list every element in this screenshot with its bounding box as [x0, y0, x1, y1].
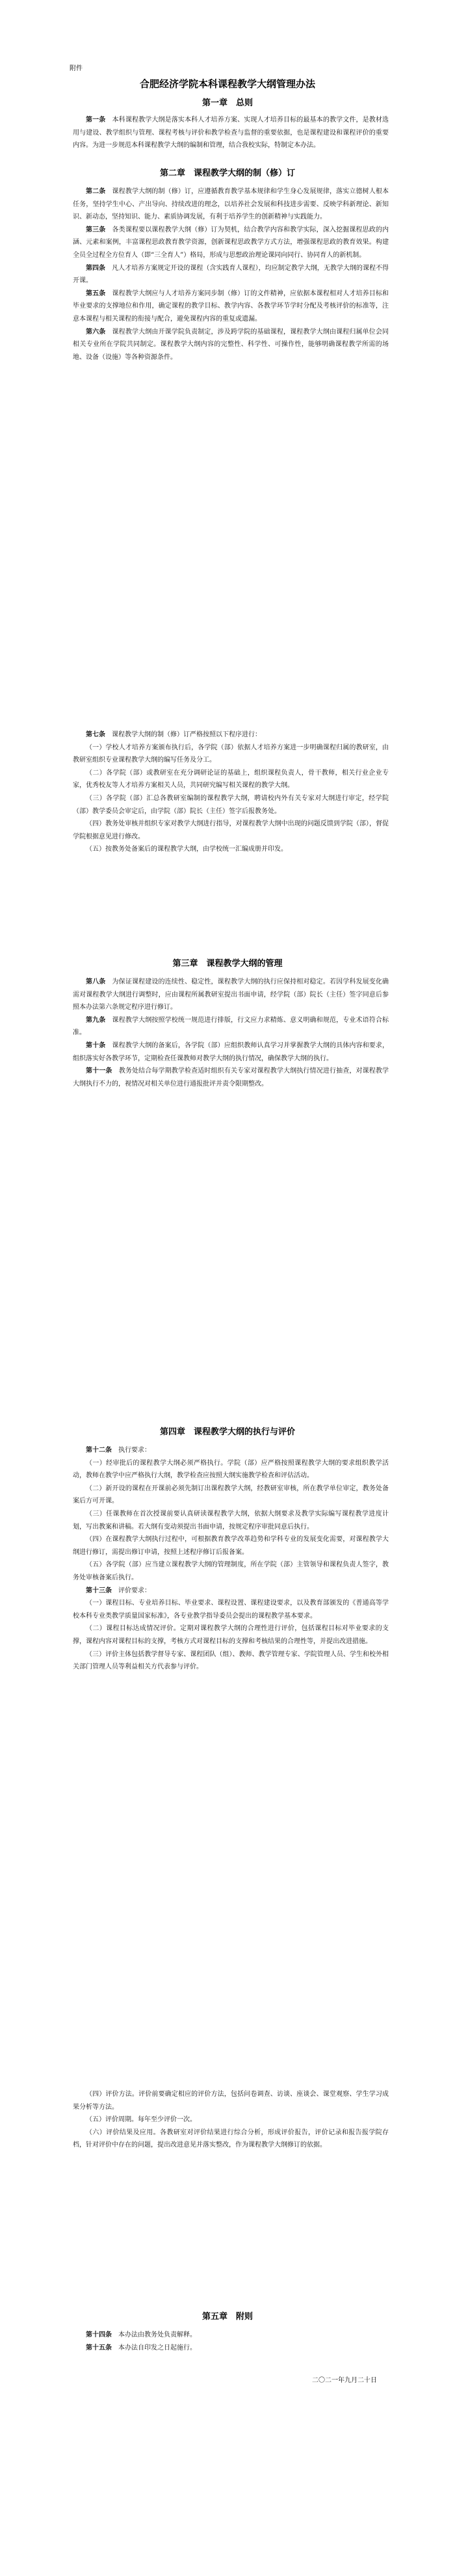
article-9: 第九条 课程教学大纲按照学校统一规范进行排版，行文应力求精炼、意义明确和规范，专业术语符合标准。 [73, 1016, 389, 1037]
chapter-4-body [73, 1444, 389, 1674]
article-11: 第十一条 教务处结合每学期教学检查适时组织有关专家对课程教学大纲执行情况进行抽查，对课程教学大纲执行不力的，视情况对相关单位进行通报批评并责令限期整改。 [73, 1067, 389, 1088]
article-10: 第十条 课程教学大纲的备案后，各学院（部）应组织教师认真学习并掌握教学大纲的具体内容和要求，组织落实好各教学环节，定期检查任课教师对教学大纲的执行情况，确保教学大纲的执行。 [73, 1041, 389, 1062]
issue-date: 二〇二一年九月二十日 [312, 2377, 377, 2384]
chapter-3-body [73, 976, 389, 1090]
chapter-3-heading: 第三章 课程教学大纲的管理 [172, 959, 283, 969]
article-7-item-3: （三）各学院（部）汇总各教研室编制的课程教学大纲，聘请校内外有关专家对大纲进行审定，经学院（部）教学委员会审定后，由学院（部）院长（主任）签字后报教务处。 [73, 794, 389, 815]
article-7-item-2: （二）各学院（部）或教研室在充分调研论证的基础上，组织课程负责人，骨干教师，相关行业企业专家，优秀校友等人才培养方案相关人员，共同研究编写相关课程的教学大纲。 [73, 769, 389, 790]
article-13-item-2: （二）课程目标达成情况评价。定期对课程教学大纲的合理性进行评价，包括课程目标对毕业要求的支撑，课程内容对课程目标的支撑，考核方式对课程目标的支撑和考核结果的合理性等，并提出改进措施。 [73, 1625, 389, 1645]
article-7-item-1: （一）学校人才培养方案颁布执行后，各学院（部）依据人才培养方案进一步明确课程归属的教研室，由教研室组织专业课程教学大纲的编写任务及分工。 [73, 744, 389, 764]
article-2: 第二条 课程教学大纲的制（修）订，应遵循教育教学基本规律和学生身心发展规律，落实立德树人根本任务，坚持学生中心、产出导向、持续改进的理念，以培养社会发展和科技进步需要、反映学科新理论、新知识、新动态，坚持知识、能力、素质协调发展，有利于培养学生的创新精神与实践能力。 [73, 188, 389, 221]
article-13-item-5: （五）评价周期。每年至少评价一次。 [86, 2116, 196, 2124]
article-13-item-3: （三）评价主体包括教学督导专家、课程团队（组）、教师、教学管理专家、学院管理人员、学生和校外相关部门管理人员等利益相关方代表参与评价。 [73, 1650, 389, 1671]
attachment-label: 附件 [70, 65, 83, 72]
article-6: 第六条 课程教学大纲由开课学院负责制定，涉及跨学院的基础课程，课程教学大纲由课程归属单位会同相关专业所在学院共同制定。课程教学大纲内容的完整性、科学性、可操作性，能够明确课程教学所需的场地、设备（设施）等各种资源条件。 [73, 328, 389, 361]
article-7-block [73, 729, 389, 856]
article-13: 第十三条 评价要求： [86, 1587, 151, 1594]
article-13-item-4: （四）评价方法。评价前要确定相应的评价方法，包括问卷调查、访谈、座谈会、课堂观察、学生学习成果分析等方法。 [73, 2091, 389, 2111]
article-12-item-3: （三）任课教师在首次授课前要认真研读课程教学大纲，依据大纲要求及教学实际编写课程教学进度计划，写出教案和讲稿。若大纲有变动须提出书面申请，按规定程序审批同意后执行。 [73, 1510, 389, 1531]
chapter-4-continued [73, 2088, 389, 2152]
article-1: 第一条 本科课程教学大纲是落实本科人才培养方案、实现人才培养目标的最基本的教学文件，是教材选用与建设、教学组织与管理、课程考核与评价和教学检查与监督的重要依据，也是课程建设和课程评价的重要内容。为进一步规范本科课程教学大纲的编制和管理，结合我校实际，特制定本办法。 [73, 116, 389, 150]
article-7-item-4: （四）教务处审核并组织专家对教学大纲进行指导，对课程教学大纲中出现的问题反馈到学院（部），督促学院根据意见进行修改。 [73, 820, 389, 840]
chapter-2-heading: 第二章 课程教学大纲的制（修）订 [159, 168, 295, 178]
article-7: 第七条 课程教学大纲的制（修）订严格按照以下程序进行： [86, 731, 261, 738]
article-12-item-2: （二）新开设的课程在开课前必须先制订出课程教学大纲，经教研室审核，所在教学单位审定，教务处备案后方可开课。 [73, 1484, 389, 1505]
chapter-4-heading: 第四章 课程教学大纲的执行与评价 [159, 1427, 295, 1437]
article-13-item-1: （一）课程目标、专业培养目标、毕业要求、课程设置、课程建设要求，以及教育部颁发的《普通高等学校本科专业类教学质量国家标准》，各专业教学指导委员会提出的课程教学基本要求。 [73, 1600, 389, 1620]
article-13-item-6: （六）评价结果及应用。各教研室对评价结果进行综合分析，形成评价报告，评价记录和报告报学院存档，针对评价中存在的问题，提出改进意见并落实整改，作为课程教学大纲修订的依据。 [73, 2128, 389, 2149]
article-12-item-5: （五）各学院（部）应当建立课程教学大纲的管理制度，所在学院（部）主管领导和课程负责人签字，教务处审核备案后执行。 [73, 1561, 389, 1581]
chapter-1-heading: 第一章 总则 [202, 98, 253, 108]
chapter-5-body [73, 2329, 389, 2354]
chapter-1-body [73, 114, 389, 152]
article-12-item-1: （一）经审批后的课程教学大纲必须严格执行。学院（部）应严格按照课程教学大纲的要求组织教学活动，教师在教学中应严格执行大纲，教学检查应按照大纲实施教学检查和评估活动。 [73, 1459, 389, 1480]
article-3: 第三条 各类课程要以课程教学大纲（修）订为契机，结合教学内容和教学实际，深入挖掘课程思政的内涵、元素和案例，丰富课程思政教育教学资源，创新课程思政教学方式方法，增强课程思政的教育效果。构建全员全过程全方位育人（即“三全育人”）格局，形成与思想政治理论课同向同行、协同育人的新机制。 [73, 226, 389, 259]
article-12: 第十二条 执行要求： [86, 1447, 151, 1454]
document-title: 合肥经济学院本科课程教学大纲管理办法 [139, 78, 315, 90]
article-14: 第十四条 本办法由教务处负责解释。 [86, 2331, 196, 2339]
article-7-item-5: （五）按教务处备案后的课程教学大纲，由学校统一汇编成册并印发。 [86, 846, 287, 853]
article-5: 第五条 课程教学大纲应与人才培养方案同步制（修）订的文件精神，应依据本课程相对人才培养目标和毕业要求的支撑地位和作用，确定课程的教学目标、教学内容、各教学环节学时分配及考核评价的标准等，注意本课程与相关课程的衔接与配合，避免课程内容的重复或遗漏。 [73, 289, 389, 323]
chapter-5-heading: 第五章 附则 [202, 2312, 253, 2322]
article-15: 第十五条 本办法自印发之日起施行。 [86, 2344, 196, 2352]
article-4: 第四条 凡人才培养方案规定开设的课程（含实践育人课程），均应制定教学大纲，无教学大纲的课程不得开课。 [73, 264, 389, 285]
article-8: 第八条 为保证课程建设的连续性、稳定性，课程教学大纲的执行应保持相对稳定。若因学科发展变化确需对课程教学大纲进行调整时，应由课程所属教研室提出书面申请，经学院（部）院长（主任）签字同意后参照本办法第六条规定程序进行修订。 [73, 978, 389, 1012]
article-12-item-4: （四）在课程教学大纲执行过程中，可根据教育教学改革趋势和学科专业的发展变化需要，对课程教学大纲进行修订，需提出修订申请，按照上述程序修订后报备案。 [73, 1536, 389, 1556]
chapter-2-body [73, 185, 389, 364]
